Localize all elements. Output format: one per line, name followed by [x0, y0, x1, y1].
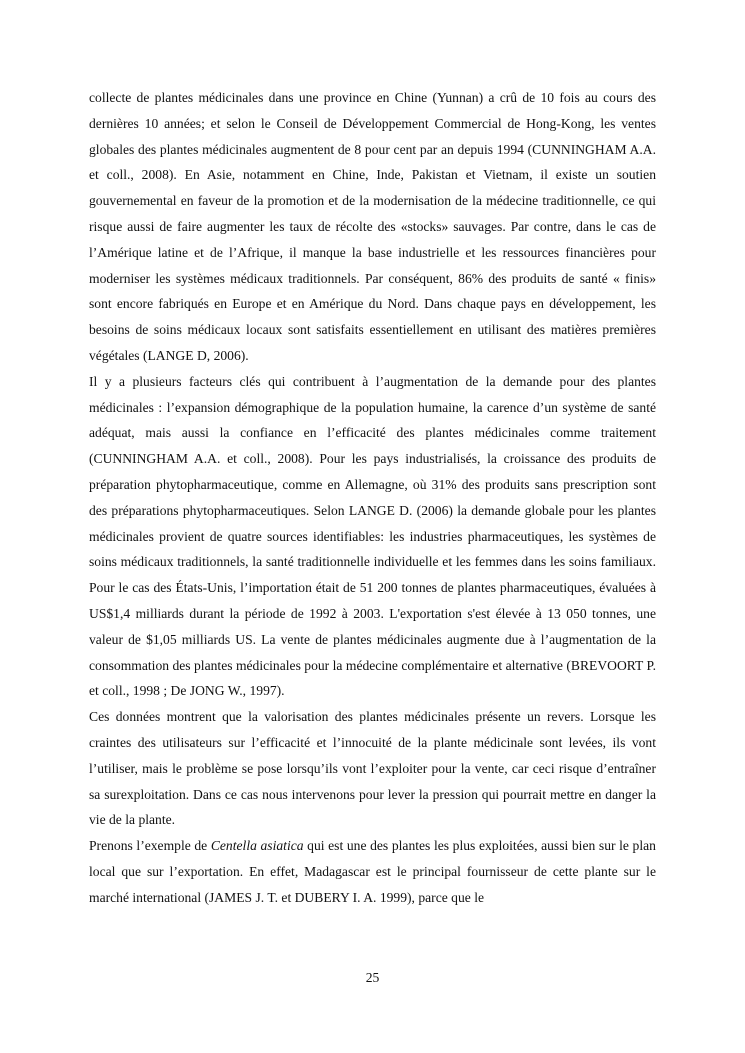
paragraph-4-rest: qui est une des plantes les plus exploitées, aussi bien sur le plan local que sur l’exportation. En effet, Madagascar est le principal fournisseur de cette plante sur le marché international (JAMES J. T. et DUBERY I. A. 1999), parce que le [89, 838, 656, 905]
species-name: Centella asiatica [210, 838, 304, 854]
paragraph-4 [89, 833, 656, 910]
paragraph-2: Il y a plusieurs facteurs clés qui contribuent à l’augmentation de la demande pour des plantes médicinales : l’expansion démographique de la population humaine, la carence d’un système de santé adéquat, mais aussi la confiance en l’efficacité des plantes médicinales comme traitement (CUNNINGHAM A.A. et coll., 2008). Pour les pays industrialisés, la croissance des produits de préparation phytopharmaceutique, comme en Allemagne, où 31% des produits sans prescription sont des préparations phytopharmaceutiques. Selon LANGE D. (2006) la demande globale pour les plantes médicinales provient de quatre sources identifiables: les industries pharmaceutiques, les systèmes de soins médicaux traditionnels, la santé traditionnelle individuelle et les femmes dans les soins familiaux. Pour le cas des États-Unis, l’importation était de 51 200 tonnes de plantes pharmaceutiques, évaluées à US$1,4 milliards durant la période de 1992 à 2003. L'exportation s'est élevée à 13 050 tonnes, une valeur de $1,05 milliards US. La vente de plantes médicinales augmente due à l’augmentation de la consommation des plantes médicinales pour la médecine complémentaire et alternative (BREVOORT P. et coll., 1998 ; De JONG W., 1997). [89, 373, 656, 699]
paragraph-4-intro: Prenons l’exemple de [89, 838, 211, 854]
paragraph-1: collecte de plantes médicinales dans une province en Chine (Yunnan) a crû de 10 fois au cours des dernières 10 années; et selon le Conseil de Développement Commercial de Hong-Kong, les ventes globales des plantes médicinales augmentent de 8 pour cent par an depuis 1994 (CUNNINGHAM A.A. et coll., 2008). En Asie, notamment en Chine, Inde, Pakistan et Vietnam, il existe un soutien gouvernemental en faveur de la promotion et de la modernisation de la médecine traditionnelle, ce qui risque aussi de faire augmenter les taux de récolte des «stocks» sauvages. Par contre, dans le cas de l’Amérique latine et de l’Afrique, il manque la base industrielle et les ressources financières pour moderniser les systèmes médicaux traditionnels. Par conséquent, 86% des produits de santé « finis» sont encore fabriqués en Europe et en Amérique du Nord. Dans chaque pays en développement, les besoins de soins médicaux locaux sont satisfaits essentiellement en utilisant des matières premières végétales (LANGE D, 2006). [89, 90, 656, 363]
document-page [89, 85, 656, 911]
page-number: 25 [365, 970, 380, 985]
paragraph-3: Ces données montrent que la valorisation des plantes médicinales présente un revers. Lorsque les craintes des utilisateurs sur l’efficacité et l’innocuité de la plante médicinale sont levées, ils vont l’utiliser, mais le problème se pose lorsqu’ils vont l’exploiter pour la vente, car ceci risque d’entraîner sa surexploitation. Dans ce cas nous intervenons pour lever la pression qui pourrait mettre en danger la vie de la plante. [89, 709, 656, 828]
